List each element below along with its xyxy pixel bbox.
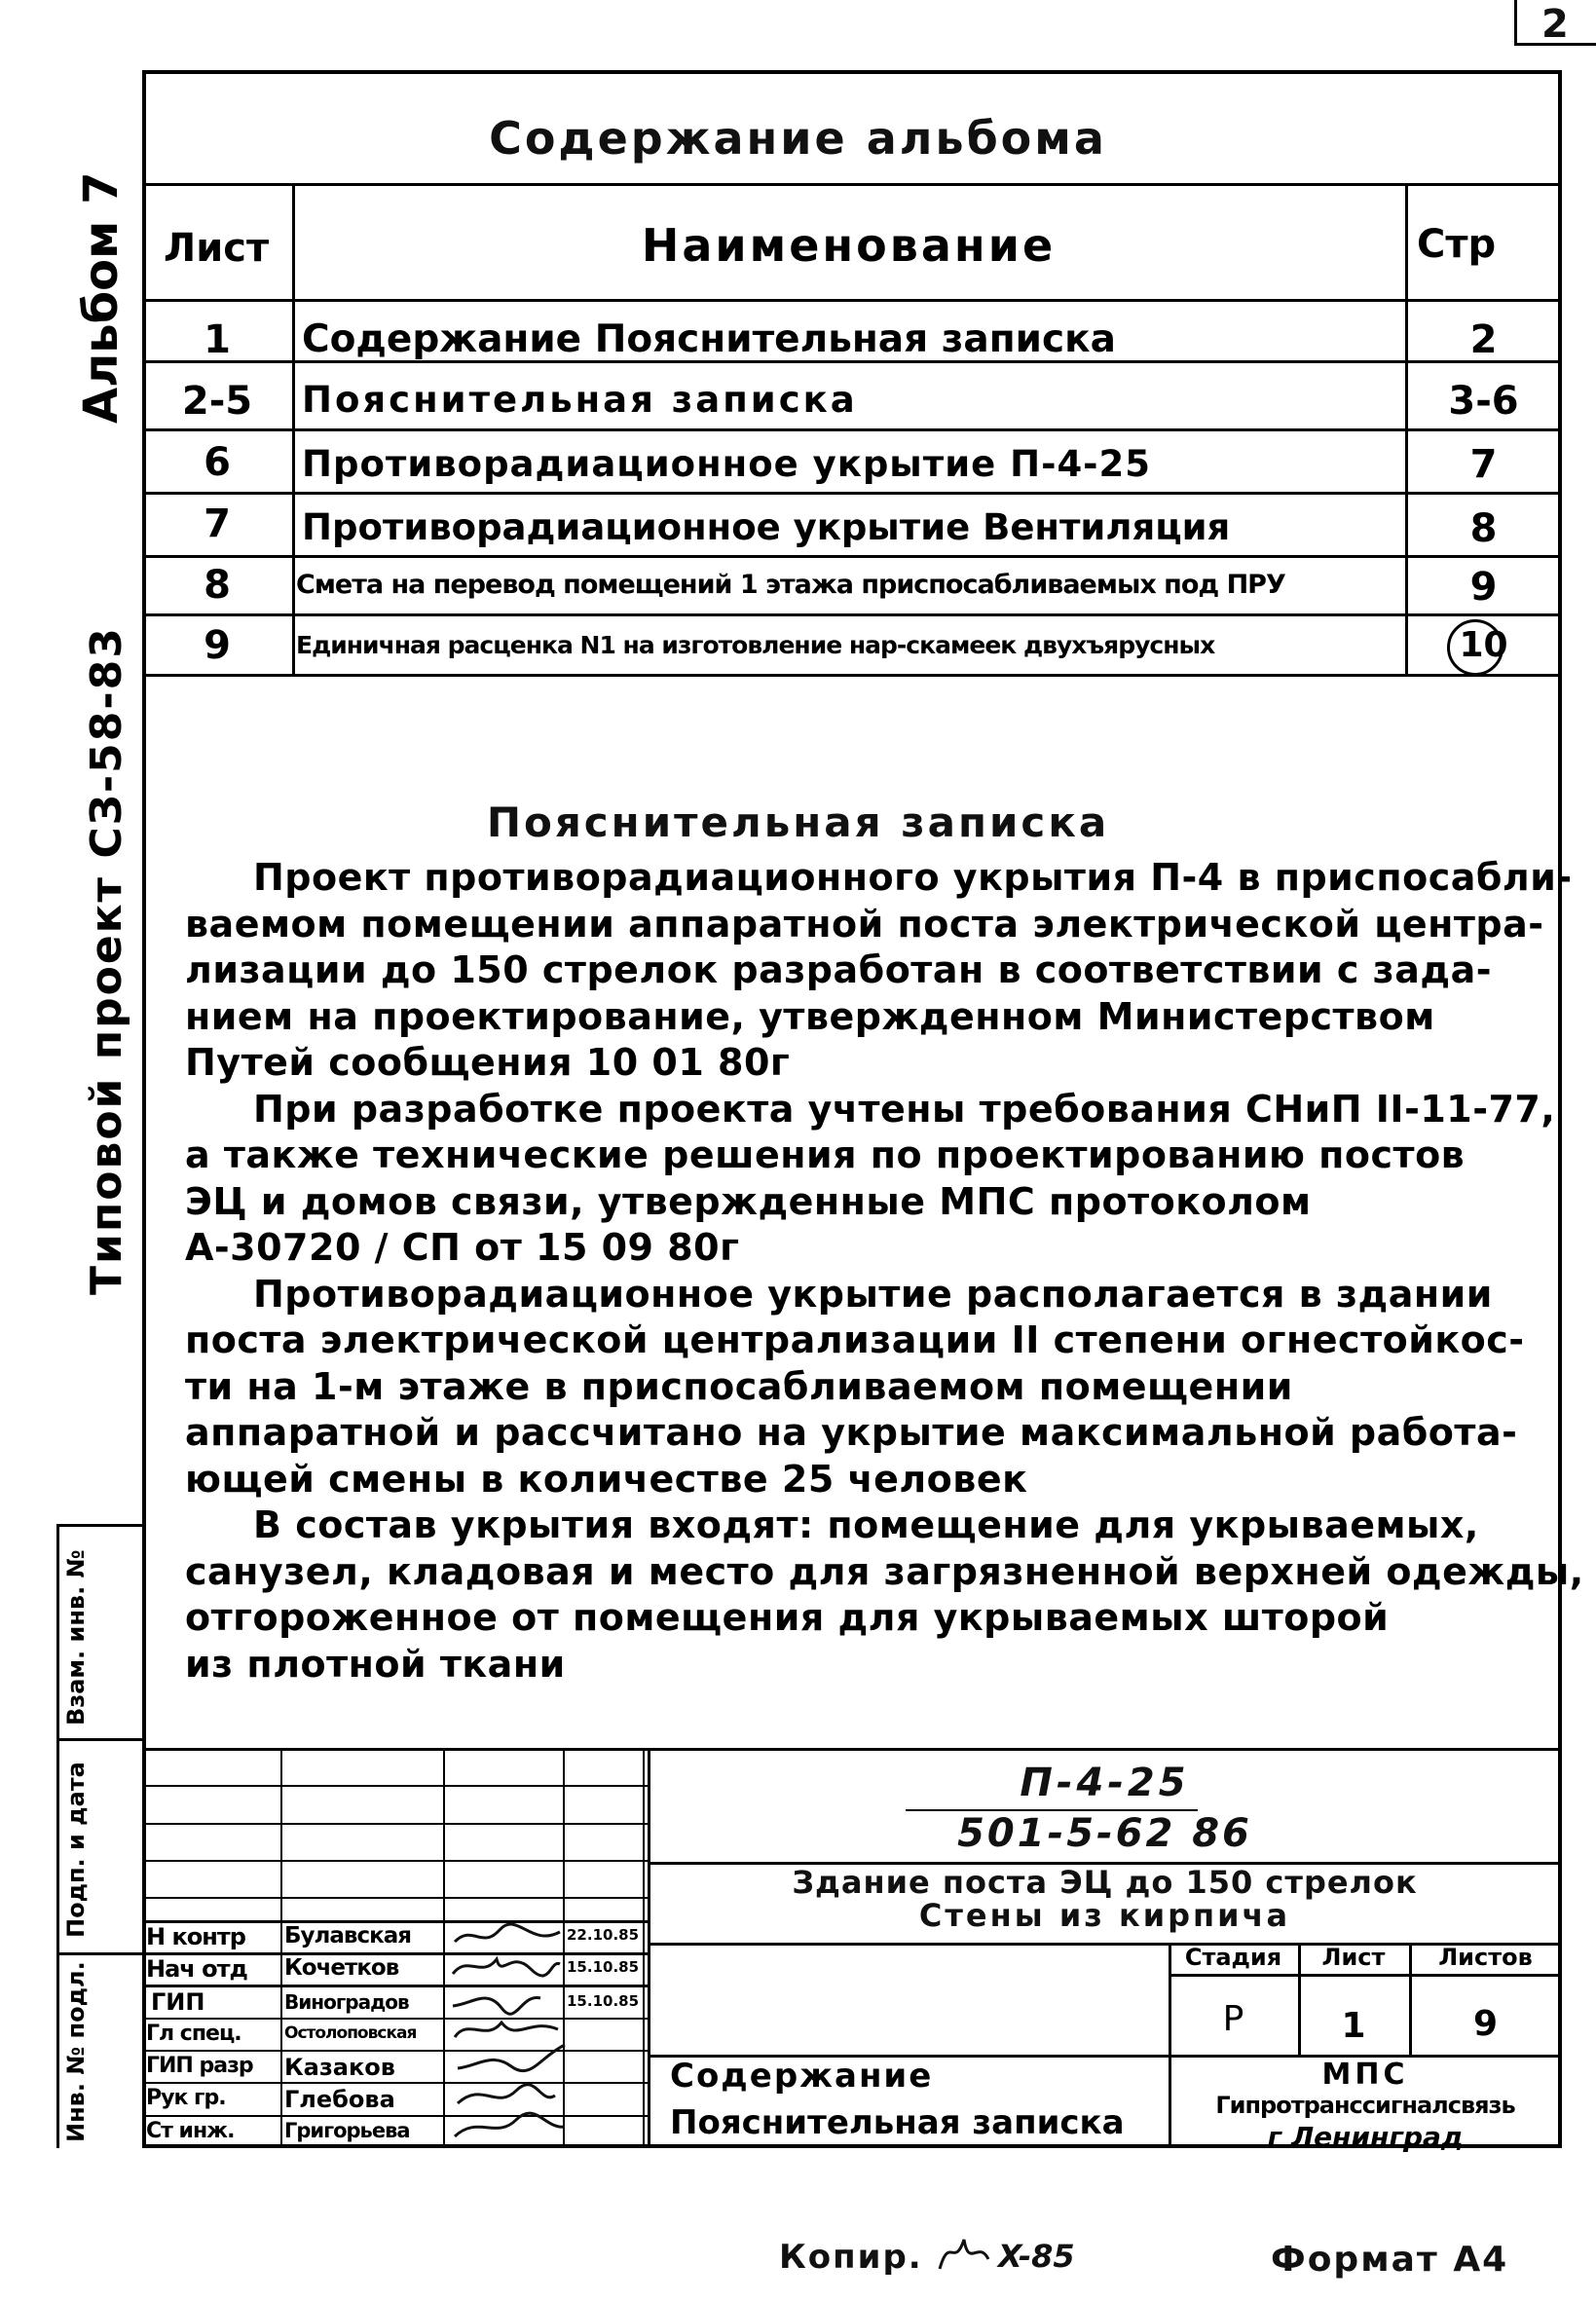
row-sheet: 8 <box>204 563 231 608</box>
format-label: Формат А4 <box>1271 2240 1509 2280</box>
sheet-label: Лист <box>1321 1944 1386 1971</box>
row-page: 2 <box>1469 317 1498 362</box>
table-line <box>142 492 1562 495</box>
staff-date: 22.10.85 <box>567 1926 640 1944</box>
table-line <box>142 674 1562 677</box>
staff-role: Нач отд <box>146 1955 247 1983</box>
note-line: ти на 1-м этаже в приспосабливаемом помещении <box>185 1364 1293 1408</box>
note-line: ющей смены в количестве 25 человек <box>185 1457 1028 1501</box>
row-page: 3-6 <box>1448 379 1519 424</box>
row-sheet: 2-5 <box>181 379 253 424</box>
building-walls: Стены из кирпича <box>918 1897 1291 1934</box>
sheets-value: 9 <box>1472 2004 1499 2044</box>
table-line <box>142 299 1562 302</box>
title-block-line <box>280 1748 282 2148</box>
signature-stroke <box>458 2045 565 2071</box>
staff-name: Глебова <box>284 2086 395 2113</box>
title-block-line <box>142 1785 648 1787</box>
row-name: Противорадиационное укрытие П-4-25 <box>302 443 1152 485</box>
sheets-label: Листов <box>1438 1944 1533 1971</box>
signature-stroke <box>940 2240 988 2269</box>
staff-name: Остолоповская <box>284 2023 417 2043</box>
header-name: Наименование <box>641 219 1057 272</box>
stamp-label-signature: Подп. и дата <box>62 1762 90 1938</box>
row-page: 8 <box>1469 506 1498 551</box>
stamp-label-inventory: Инв. № подл. <box>62 1961 90 2142</box>
note-line: ваемом помещении аппаратной поста электрической центра- <box>185 902 1544 946</box>
title-block-line <box>1169 1974 1562 1977</box>
note-line: ЭЦ и домов связи, утвержденные МПС протоколом <box>185 1179 1312 1223</box>
row-name: Смета на перевод помещений 1 этажа приспосабливаемых под ПРУ <box>296 570 1285 600</box>
signature-stroke <box>458 2085 555 2103</box>
title-block-line <box>142 1748 1562 1751</box>
table-line <box>142 613 1562 616</box>
project-label: Типовой проект СЗ-58-83 <box>82 626 131 1295</box>
page-number-box-line <box>1514 0 1517 43</box>
doc-title-line-2: Пояснительная записка <box>670 2103 1125 2142</box>
signature-stroke <box>455 2113 565 2136</box>
row-page: 10 <box>1459 625 1508 665</box>
header-sheet: Лист <box>164 226 270 271</box>
signature-stroke <box>455 2023 558 2037</box>
title-block-line <box>142 1860 648 1862</box>
org-ministry: МПС <box>1321 2058 1409 2092</box>
row-name: Содержание Пояснительная записка <box>302 317 1116 361</box>
note-line: Проект противорадиационного укрытия П-4 в приспосабли- <box>253 856 1573 899</box>
note-line: отгороженное от помещения для укрываемых шторой <box>185 1596 1390 1639</box>
note-line: нием на проектирование, утвержденном Министерством <box>185 994 1435 1038</box>
stamp-column-line <box>56 1952 144 1955</box>
doc-code-2: 501-5-62 86 <box>957 1811 1252 1856</box>
staff-role: Ст инж. <box>146 2119 235 2143</box>
table-line <box>142 555 1562 558</box>
contents-title: Содержание альбома <box>489 112 1107 165</box>
staff-name: Кочетков <box>284 1955 399 1981</box>
staff-name: Григорьева <box>284 2119 410 2142</box>
table-line <box>142 428 1562 431</box>
doc-code-1: П-4-25 <box>1020 1761 1190 1805</box>
stage-label: Стадия <box>1184 1944 1282 1971</box>
note-line: из плотной ткани <box>185 1642 566 1686</box>
copy-sign: X-85 <box>998 2238 1075 2275</box>
row-sheet: 1 <box>204 317 231 362</box>
row-name: Противорадиационное укрытие Вентиляция <box>302 506 1231 548</box>
note-line: Путей сообщения 10 01 80г <box>185 1041 791 1084</box>
stamp-column-line <box>56 1524 144 1527</box>
note-line: санузел, кладовая и место для загрязненной верхней одежды, <box>185 1549 1584 1593</box>
copy-label: Копир. <box>779 2238 923 2277</box>
signature-stroke <box>453 1959 560 1976</box>
copy-signature <box>935 2230 993 2275</box>
header-page: Стр <box>1417 222 1497 267</box>
note-line: В состав укрытия входят: помещение для укрываемых, <box>253 1503 1479 1546</box>
note-line: аппаратной и рассчитано на укрытие максимальной работа- <box>185 1411 1518 1454</box>
signatures <box>443 1920 648 2148</box>
staff-role: Гл спец. <box>146 2022 241 2046</box>
note-title: Пояснительная записка <box>486 798 1110 846</box>
signature-stroke <box>453 1998 540 2015</box>
sheet-value: 1 <box>1341 2006 1366 2046</box>
row-sheet: 7 <box>204 501 231 546</box>
staff-role: ГИП разр <box>146 2054 253 2078</box>
staff-name: Казаков <box>284 2054 395 2081</box>
doc-title-line-1: Содержание <box>670 2057 934 2096</box>
staff-date: 15.10.85 <box>567 1958 640 1976</box>
note-line: поста электрической централизации II степени огнестойкос- <box>185 1318 1525 1361</box>
stage-value: Р <box>1222 1999 1244 2039</box>
signature-stroke <box>455 1924 560 1942</box>
staff-name: Булавская <box>284 1923 411 1948</box>
album-label: Альбом 7 <box>74 171 129 424</box>
row-sheet: 9 <box>204 623 231 668</box>
org-city: г Ленинград <box>1267 2121 1464 2153</box>
note-line: При разработке проекта учтены требования СНиП II-11-77, <box>253 1087 1556 1131</box>
note-line: А-30720 / СП от 15 09 80г <box>185 1226 740 1269</box>
row-page: 9 <box>1469 565 1498 610</box>
stamp-column-line <box>56 1738 144 1741</box>
note-line: лизации до 150 стрелок разработан в соответствии с зада- <box>185 948 1492 991</box>
building-name: Здание поста ЭЦ до 150 стрелок <box>792 1864 1418 1901</box>
stamp-label-replace: Взам. инв. № <box>62 1549 90 1726</box>
staff-name: Виноградов <box>284 1990 409 2014</box>
page-number: 2 <box>1541 2 1569 47</box>
title-block-line <box>142 1897 648 1899</box>
staff-date: 15.10.85 <box>567 1992 640 2010</box>
note-line: Противорадиационное укрытие располагается в здании <box>253 1272 1493 1316</box>
title-block-line <box>648 1748 650 2148</box>
staff-role: Рук гр. <box>146 2086 226 2110</box>
row-name: Единичная расценка N1 на изготовление нар-скамеек двухъярусных <box>296 631 1215 659</box>
staff-role: Н контр <box>146 1923 245 1950</box>
note-line: а также технические решения по проектированию постов <box>185 1133 1466 1176</box>
stamp-column-line <box>56 1524 59 2148</box>
row-name: Пояснительная записка <box>302 379 858 421</box>
org-name: Гипротранссигналсвязь <box>1215 2092 1515 2119</box>
staff-role: ГИП <box>151 1988 205 2016</box>
row-sheet: 6 <box>204 440 231 485</box>
note-body <box>185 855 1584 1688</box>
table-line <box>142 183 1562 186</box>
title-block-line <box>142 1823 648 1825</box>
row-page: 7 <box>1469 442 1498 487</box>
